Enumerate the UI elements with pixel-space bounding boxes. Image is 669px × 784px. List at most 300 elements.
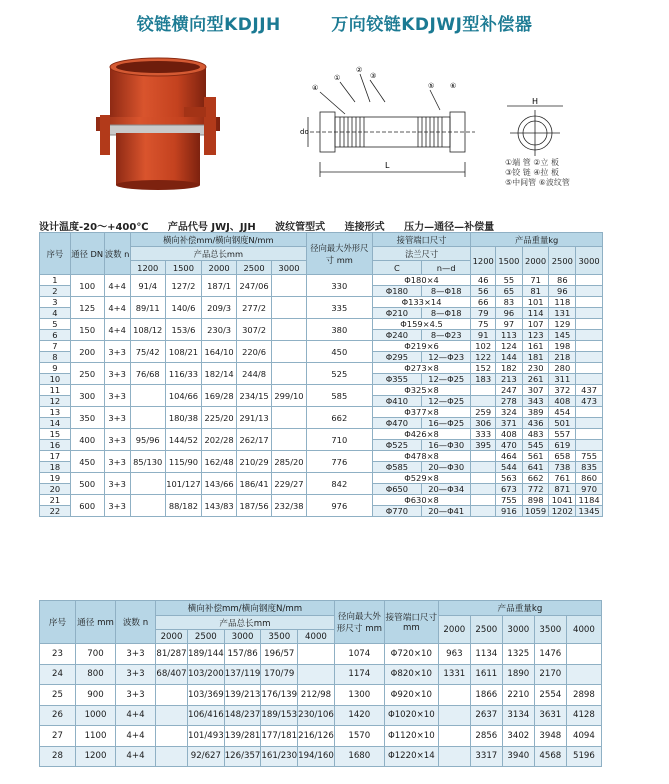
callout-4: ④	[312, 84, 319, 92]
cell-weight	[576, 374, 603, 385]
end-view-drawing	[495, 98, 575, 158]
cell-weight: 198	[549, 341, 576, 352]
cell-weight: 658	[549, 451, 576, 462]
cell-weight	[576, 297, 603, 308]
cell-weight	[471, 385, 496, 396]
cell-comp: 76/68	[130, 363, 165, 385]
cell-seq: 2	[40, 286, 71, 297]
cell-weight: 619	[549, 440, 576, 451]
col-port: 接管端口尺寸 mm	[384, 601, 438, 644]
cell-flange-nd: 20—Φ30	[422, 462, 471, 473]
cell-comp: 187/56	[237, 495, 272, 517]
table-row	[40, 319, 603, 330]
cell-outer: 776	[306, 451, 372, 473]
cell-outer: 585	[306, 385, 372, 407]
table-row	[40, 275, 603, 286]
cell-weight	[576, 429, 603, 440]
cell-weight: 129	[549, 319, 576, 330]
cell-outer: 842	[306, 473, 372, 495]
cell-flange-c: Φ650	[372, 484, 421, 495]
cell-seq: 13	[40, 407, 71, 418]
cell-outer: 330	[306, 275, 372, 297]
cell-comp: 140/6	[165, 297, 201, 319]
cell-weight: 408	[496, 429, 523, 440]
cell-weight: 673	[496, 484, 523, 495]
cell-comp	[272, 297, 307, 319]
cell-comp: 103/200	[188, 664, 225, 685]
cell-dn: 100	[70, 275, 104, 297]
cell-comp: 187/1	[202, 275, 237, 297]
product-photo	[92, 55, 232, 190]
cell-comp: 101/127	[165, 473, 201, 495]
col-len: 2500	[188, 630, 225, 644]
cell-comp: 225/20	[202, 407, 237, 429]
legend-line: ①端 管 ②立 板	[505, 158, 559, 167]
cell-weight: 1611	[470, 664, 502, 685]
cell-weight: 101	[522, 297, 549, 308]
table-row	[40, 726, 602, 747]
cell-weight: 470	[496, 440, 523, 451]
cell-dn: 350	[70, 407, 104, 429]
col-seq: 序号	[40, 233, 71, 275]
col-wlen: 3500	[534, 616, 566, 644]
col-len: 3000	[272, 261, 307, 275]
cell-seq: 27	[40, 726, 76, 747]
cell-waves: 3+3	[116, 644, 156, 665]
cell-comp: 164/10	[202, 341, 237, 363]
cell-dn: 400	[70, 429, 104, 451]
cell-dn: 1000	[76, 705, 116, 726]
cell-weight: 307	[522, 385, 549, 396]
cell-weight	[576, 341, 603, 352]
cell-weight: 772	[522, 484, 549, 495]
cell-dn: 500	[70, 473, 104, 495]
cell-comp: 144/52	[165, 429, 201, 451]
cell-seq: 20	[40, 484, 71, 495]
cell-port: Φ630×8	[372, 495, 471, 506]
spec-line	[39, 218, 510, 233]
cell-seq: 17	[40, 451, 71, 462]
cell-port: Φ377×8	[372, 407, 471, 418]
cell-weight: 1890	[502, 664, 534, 685]
cell-weight: 1134	[470, 644, 502, 665]
cell-port: Φ820×10	[384, 664, 438, 685]
cell-weight: 389	[522, 407, 549, 418]
cell-weight: 65	[496, 286, 523, 297]
col-c: C	[372, 261, 421, 275]
cell-weight	[471, 506, 496, 517]
cell-port: Φ325×8	[372, 385, 471, 396]
cell-comp	[156, 685, 188, 706]
cell-weight: 2170	[534, 664, 566, 685]
col-waves: 波数 n	[104, 233, 130, 275]
cell-comp: 162/48	[202, 451, 237, 473]
cell-comp: 88/182	[165, 495, 201, 517]
cell-seq: 12	[40, 396, 71, 407]
cell-weight: 545	[522, 440, 549, 451]
cell-comp: 139/281	[224, 726, 261, 747]
cell-seq: 1	[40, 275, 71, 286]
cell-comp: 126/357	[224, 746, 261, 767]
cell-weight: 83	[496, 297, 523, 308]
cell-seq: 23	[40, 644, 76, 665]
cell-seq: 16	[40, 440, 71, 451]
cell-weight: 3948	[534, 726, 566, 747]
cell-weight: 454	[549, 407, 576, 418]
cell-weight: 3317	[470, 746, 502, 767]
cell-weight: 1331	[438, 664, 470, 685]
cell-weight: 1325	[502, 644, 534, 665]
col-weight: 产品重量kg	[471, 233, 603, 247]
cell-weight: 181	[522, 352, 549, 363]
cell-port: Φ273×8	[372, 363, 471, 374]
cell-weight: 280	[549, 363, 576, 374]
cell-weight: 97	[496, 319, 523, 330]
cell-comp	[272, 319, 307, 341]
cell-weight: 436	[522, 418, 549, 429]
cell-weight: 144	[496, 352, 523, 363]
cell-outer: 1570	[334, 726, 384, 747]
col-nd: n—d	[422, 261, 471, 275]
col-len: 1200	[130, 261, 165, 275]
col-outer: 径向最大外形尺寸 mm	[306, 233, 372, 275]
cell-comp: 177/181	[261, 726, 298, 747]
cell-seq: 18	[40, 462, 71, 473]
cell-weight	[576, 418, 603, 429]
cell-weight: 183	[471, 374, 496, 385]
cell-weight: 123	[522, 330, 549, 341]
cell-weight	[471, 451, 496, 462]
col-len: 2500	[237, 261, 272, 275]
cell-outer: 525	[306, 363, 372, 385]
cell-waves: 3+3	[104, 429, 130, 451]
cell-dn: 900	[76, 685, 116, 706]
cell-waves: 3+3	[104, 473, 130, 495]
technical-drawing	[300, 62, 485, 187]
cell-comp: 230/106	[298, 705, 335, 726]
cell-weight: 124	[496, 341, 523, 352]
cell-weight: 483	[522, 429, 549, 440]
cell-flange-c: Φ470	[372, 418, 421, 429]
col-outer: 径向最大外形尺寸 mm	[334, 601, 384, 644]
cell-comp: 291/13	[237, 407, 272, 429]
cell-comp: 230/3	[202, 319, 237, 341]
cell-weight: 161	[522, 341, 549, 352]
cell-comp: 229/27	[272, 473, 307, 495]
cell-weight: 96	[496, 308, 523, 319]
cell-comp: 307/2	[237, 319, 272, 341]
cell-comp: 170/79	[261, 664, 298, 685]
cell-dn: 125	[70, 297, 104, 319]
dim-h: H	[532, 98, 539, 106]
cell-flange-nd: 12—Φ23	[422, 352, 471, 363]
cell-flange-nd: 12—Φ25	[422, 396, 471, 407]
cell-weight: 324	[496, 407, 523, 418]
cell-weight: 145	[549, 330, 576, 341]
table-row	[40, 429, 603, 440]
cell-weight: 79	[471, 308, 496, 319]
cell-comp: 262/17	[237, 429, 272, 451]
cell-weight: 860	[576, 473, 603, 484]
cell-comp: 196/57	[261, 644, 298, 665]
cell-comp	[298, 644, 335, 665]
cell-weight: 761	[549, 473, 576, 484]
cell-weight: 544	[496, 462, 523, 473]
cell-seq: 21	[40, 495, 71, 506]
col-wlen: 1500	[496, 247, 523, 275]
cell-port: Φ920×10	[384, 685, 438, 706]
cell-weight: 86	[549, 275, 576, 286]
cell-weight	[438, 705, 470, 726]
cell-weight	[576, 286, 603, 297]
table-row	[40, 341, 603, 352]
cell-comp: 194/160	[298, 746, 335, 767]
table-row	[40, 664, 602, 685]
cell-flange-nd: 20—Φ41	[422, 506, 471, 517]
table-row	[40, 495, 603, 506]
cell-weight: 75	[471, 319, 496, 330]
cell-port: Φ1220×14	[384, 746, 438, 767]
cell-weight: 1476	[534, 644, 566, 665]
cell-comp: 89/11	[130, 297, 165, 319]
cell-weight	[576, 330, 603, 341]
cell-comp: 95/96	[130, 429, 165, 451]
col-wlen: 2500	[549, 247, 576, 275]
cell-waves: 4+4	[104, 297, 130, 319]
table-row	[40, 385, 603, 396]
cell-port: Φ478×8	[372, 451, 471, 462]
cell-dn: 1200	[76, 746, 116, 767]
cell-outer: 1300	[334, 685, 384, 706]
cell-weight	[576, 440, 603, 451]
cell-weight: 278	[496, 396, 523, 407]
cell-weight: 1059	[522, 506, 549, 517]
cell-outer: 380	[306, 319, 372, 341]
cell-weight: 259	[471, 407, 496, 418]
cell-comp	[298, 664, 335, 685]
cell-comp	[272, 275, 307, 297]
cell-weight: 56	[471, 286, 496, 297]
cell-dn: 800	[76, 664, 116, 685]
cell-comp: 115/90	[165, 451, 201, 473]
cell-comp	[130, 385, 165, 407]
cell-outer: 1074	[334, 644, 384, 665]
col-dn: 通径 DN	[70, 233, 104, 275]
cell-port: Φ529×8	[372, 473, 471, 484]
spec-temp: 设计温度-20～+400℃	[39, 222, 149, 233]
cell-weight: 4094	[566, 726, 601, 747]
callout-1: ①	[334, 74, 341, 82]
col-wlen: 1200	[471, 247, 496, 275]
col-len: 2000	[156, 630, 188, 644]
table-row	[40, 297, 603, 308]
cell-weight: 557	[549, 429, 576, 440]
cell-seq: 11	[40, 385, 71, 396]
cell-weight: 3134	[502, 705, 534, 726]
col-length: 产品总长mm	[156, 616, 335, 630]
col-len: 3000	[224, 630, 261, 644]
cell-weight	[471, 396, 496, 407]
cell-weight: 755	[496, 495, 523, 506]
cell-seq: 10	[40, 374, 71, 385]
parts-legend	[505, 158, 625, 188]
title-right: 万向铰链KDJWJ型补偿器	[331, 15, 533, 35]
cell-weight	[566, 644, 601, 665]
col-waves: 波数 n	[116, 601, 156, 644]
cell-port: Φ219×6	[372, 341, 471, 352]
cell-flange-c: Φ180	[372, 286, 421, 297]
cell-comp	[272, 363, 307, 385]
cell-comp: 108/12	[130, 319, 165, 341]
cell-weight: 107	[522, 319, 549, 330]
cell-dn: 150	[70, 319, 104, 341]
col-wlen: 3000	[576, 247, 603, 275]
cell-weight: 2554	[534, 685, 566, 706]
cell-weight	[576, 407, 603, 418]
cell-comp: 143/83	[202, 495, 237, 517]
cell-waves: 3+3	[104, 451, 130, 473]
cell-seq: 14	[40, 418, 71, 429]
callout-2: ②	[356, 66, 363, 74]
col-flange: 法兰尺寸	[372, 247, 471, 261]
cell-comp	[156, 746, 188, 767]
col-len: 3500	[261, 630, 298, 644]
cell-weight: 1866	[470, 685, 502, 706]
cell-weight	[438, 726, 470, 747]
table-row	[40, 451, 603, 462]
cell-weight: 2210	[502, 685, 534, 706]
cell-comp: 209/3	[202, 297, 237, 319]
cell-port: Φ180×4	[372, 275, 471, 286]
cell-weight: 501	[549, 418, 576, 429]
legend-line: ③铰 链 ④拉 板	[505, 168, 559, 177]
cell-waves: 3+3	[104, 341, 130, 363]
cell-waves: 4+4	[116, 746, 156, 767]
cell-dn: 450	[70, 451, 104, 473]
cell-dn: 300	[70, 385, 104, 407]
cell-seq: 9	[40, 363, 71, 374]
cell-comp: 85/130	[130, 451, 165, 473]
cell-dn: 700	[76, 644, 116, 665]
cell-comp: 277/2	[237, 297, 272, 319]
cell-flange-c: Φ525	[372, 440, 421, 451]
cell-flange-c: Φ410	[372, 396, 421, 407]
cell-waves: 4+4	[104, 319, 130, 341]
col-wlen: 2500	[470, 616, 502, 644]
cell-weight: 662	[522, 473, 549, 484]
col-wlen: 3000	[502, 616, 534, 644]
cell-weight: 2856	[470, 726, 502, 747]
cell-comp: 232/38	[272, 495, 307, 517]
cell-comp: 212/98	[298, 685, 335, 706]
cell-comp: 103/369	[188, 685, 225, 706]
cell-weight: 970	[576, 484, 603, 495]
cell-weight: 247	[496, 385, 523, 396]
table-row	[40, 685, 602, 706]
cell-weight: 1202	[549, 506, 576, 517]
table-row	[40, 644, 602, 665]
callout-6: ⑥	[450, 82, 457, 90]
cell-outer: 450	[306, 341, 372, 363]
cell-outer: 1680	[334, 746, 384, 767]
cell-comp: 127/2	[165, 275, 201, 297]
cell-flange-nd: 8—Φ18	[422, 308, 471, 319]
cell-weight: 66	[471, 297, 496, 308]
cell-seq: 3	[40, 297, 71, 308]
cell-comp: 189/153	[261, 705, 298, 726]
cell-comp: 157/86	[224, 644, 261, 665]
cell-seq: 26	[40, 705, 76, 726]
col-dn: 通径 mm	[76, 601, 116, 644]
col-len: 4000	[298, 630, 335, 644]
cell-comp: 68/407	[156, 664, 188, 685]
callout-5: ⑤	[428, 82, 435, 90]
col-length: 产品总长mm	[130, 247, 306, 261]
cell-weight: 71	[522, 275, 549, 286]
cell-weight: 213	[496, 374, 523, 385]
cell-comp: 153/6	[165, 319, 201, 341]
cell-weight: 5196	[566, 746, 601, 767]
cell-comp	[130, 473, 165, 495]
table-row	[40, 407, 603, 418]
cell-weight	[576, 352, 603, 363]
cell-weight: 1041	[549, 495, 576, 506]
cell-weight: 96	[549, 286, 576, 297]
cell-seq: 19	[40, 473, 71, 484]
page-title	[0, 10, 669, 35]
cell-comp	[272, 341, 307, 363]
table-row	[40, 363, 603, 374]
cell-comp: 139/213	[224, 685, 261, 706]
cell-comp: 234/15	[237, 385, 272, 407]
cell-weight	[471, 495, 496, 506]
cell-weight	[576, 308, 603, 319]
cell-weight: 738	[549, 462, 576, 473]
cell-weight: 81	[522, 286, 549, 297]
cell-comp: 75/42	[130, 341, 165, 363]
cell-dn: 1100	[76, 726, 116, 747]
col-len: 2000	[202, 261, 237, 275]
cell-port: Φ720×10	[384, 644, 438, 665]
dim-l: L	[385, 161, 390, 170]
cell-weight: 372	[549, 385, 576, 396]
cell-comp: 247/06	[237, 275, 272, 297]
cell-comp	[130, 495, 165, 517]
cell-weight: 755	[576, 451, 603, 462]
cell-weight: 306	[471, 418, 496, 429]
cell-seq: 22	[40, 506, 71, 517]
col-weight: 产品重量kg	[438, 601, 601, 616]
cell-comp: 180/38	[165, 407, 201, 429]
cell-comp: 189/144	[188, 644, 225, 665]
spec-type: 波纹管型式	[275, 222, 326, 233]
cell-comp	[156, 726, 188, 747]
cell-seq: 28	[40, 746, 76, 767]
cell-weight: 118	[549, 297, 576, 308]
cell-weight	[576, 319, 603, 330]
cell-dn: 200	[70, 341, 104, 363]
cell-weight	[471, 462, 496, 473]
cell-comp: 91/4	[130, 275, 165, 297]
cell-waves: 4+4	[116, 726, 156, 747]
cell-port: Φ1020×10	[384, 705, 438, 726]
cell-comp: 176/139	[261, 685, 298, 706]
cell-waves: 3+3	[104, 495, 130, 517]
cell-port: Φ1120×10	[384, 726, 438, 747]
cell-waves: 3+3	[116, 664, 156, 685]
cell-outer: 1174	[334, 664, 384, 685]
cell-weight: 131	[549, 308, 576, 319]
